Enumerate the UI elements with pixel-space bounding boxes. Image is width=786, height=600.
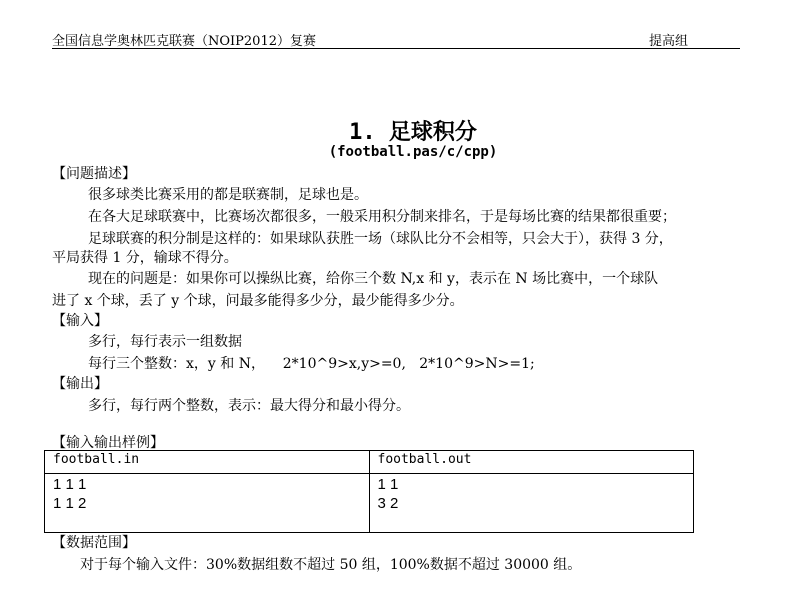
sample-output-line: 3 2 <box>377 495 399 512</box>
input-line-2: 每行三个整数：x，y 和 N， 2*10^9>x,y>=0, 2*10^9>N>=1; <box>88 356 535 372</box>
description-heading: 【问题描述】 <box>52 166 136 182</box>
output-line-1: 多行，每行两个整数，表示：最大得分和最小得分。 <box>88 398 410 414</box>
input-line-1: 多行，每行表示一组数据 <box>88 334 242 350</box>
description-paragraph-3a: 足球联赛的积分制是这样的：如果球队获胜一场（球队比分不会相等，只会大于），获得 3 分， <box>88 231 673 247</box>
sample-output-filename: football.out <box>369 451 694 474</box>
problem-files: (football.pas/c/cpp) <box>328 144 498 160</box>
sample-input-cell <box>45 474 370 533</box>
page-header <box>52 30 740 49</box>
sample-input-filename: football.in <box>45 451 370 474</box>
input-heading: 【输入】 <box>52 313 108 329</box>
range-line-1: 对于每个输入文件：30%数据组数不超过 50 组，100%数据不超过 30000 组。 <box>80 557 582 573</box>
description-paragraph-4a: 现在的问题是：如果你可以操纵比赛，给你三个数 N,x 和 y，表示在 N 场比赛中，一个球队 <box>88 271 659 287</box>
sample-table-header-row <box>45 451 694 474</box>
sample-input-line: 1 1 1 <box>53 476 87 493</box>
description-paragraph-1: 很多球类比赛采用的都是联赛制，足球也是。 <box>88 187 368 203</box>
contest-level: 提高组 <box>648 34 688 49</box>
sample-output-line: 1 1 <box>377 476 399 493</box>
problem-title: 1. 足球积分 <box>349 120 477 145</box>
description-paragraph-2: 在各大足球联赛中，比赛场次都很多，一般采用积分制来排名，于是每场比赛的结果都很重要； <box>88 209 676 225</box>
description-paragraph-4b: 进了 x 个球，丢了 y 个球，问最多能得多少分，最少能得多少分。 <box>52 293 464 309</box>
sample-table-data-row <box>45 474 694 533</box>
sample-input-line: 1 1 2 <box>53 495 87 512</box>
output-heading: 【输出】 <box>52 376 108 392</box>
sample-table <box>44 450 694 533</box>
description-paragraph-3b: 平局获得 1 分，输球不得分。 <box>52 250 238 266</box>
range-heading: 【数据范围】 <box>52 535 136 551</box>
sample-output-cell <box>369 474 694 533</box>
sample-heading: 【输入输出样例】 <box>52 435 164 451</box>
contest-name: 全国信息学奥林匹克联赛（NOIP2012）复赛 <box>52 34 316 49</box>
